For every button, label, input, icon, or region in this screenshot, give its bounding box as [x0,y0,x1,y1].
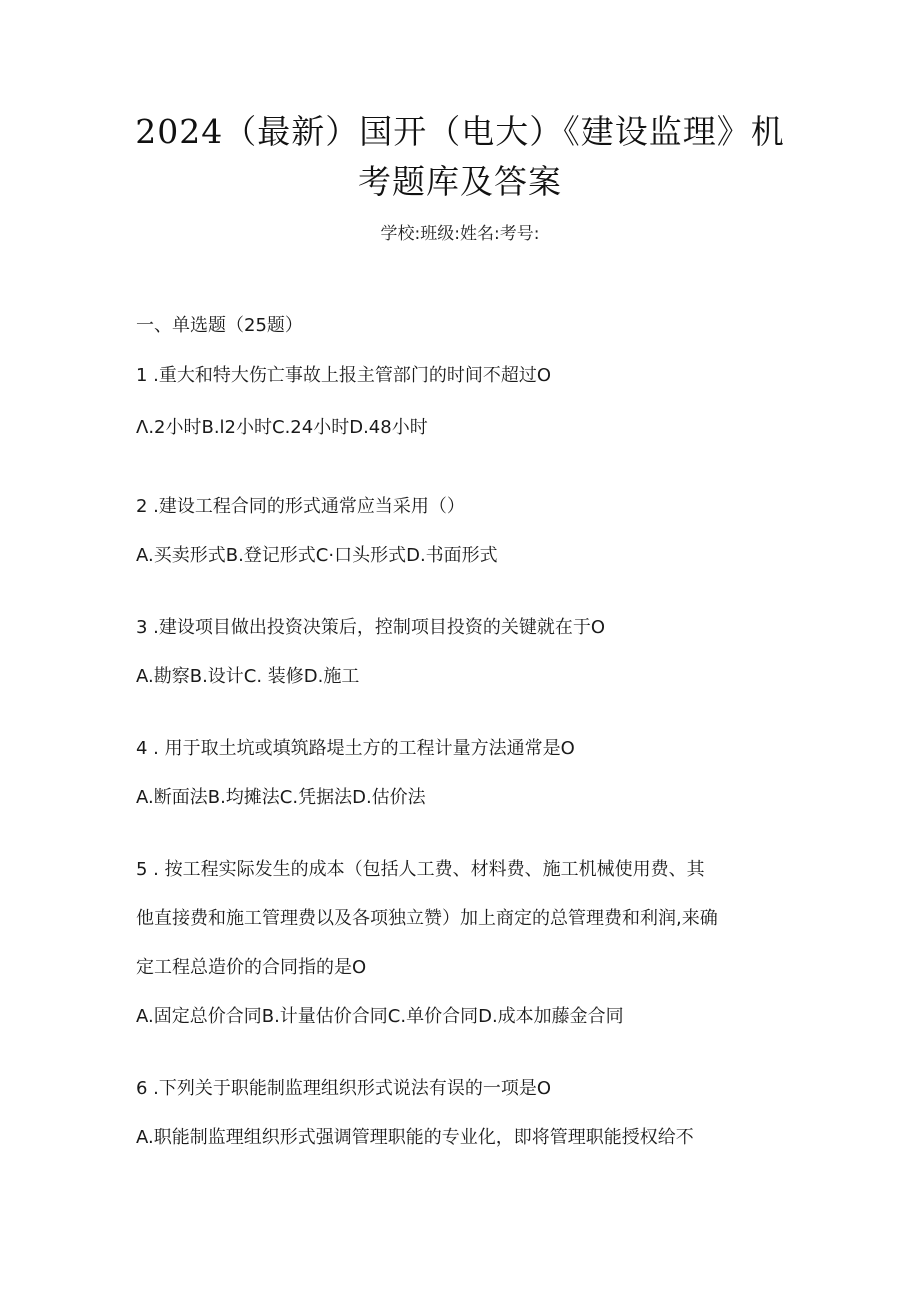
question-3-stem: 3 .建设项目做出投资决策后，控制项目投资的关键就在于O [136,617,606,638]
question-1-stem: 1 .重大和特大伤亡事故上报主管部门的时间不超过O [136,365,552,386]
student-info-line: 学校:班级:姓名:考号: [380,224,540,244]
question-6-stem: 6 .下列关于职能制监理组织形式说法有误的一项是O [136,1078,552,1099]
question-5-stem-line-1: 5 . 按工程实际发生的成本（包括人工费、材料费、施工机械使用费、其 [136,859,705,880]
document-title-line-1: 2024（最新）国开（电大）《建设监理》机 [135,112,785,151]
question-3-options: A.勘察B.设计C. 装修D.施工 [136,666,360,687]
document-title-line-2: 考题库及答案 [358,162,562,201]
question-5-stem-line-3: 定工程总造价的合同指的是O [136,957,367,978]
question-2-options: A.买卖形式B.登记形式C·口头形式D.书面形式 [136,545,498,566]
section-heading: 一、单选题（25题） [136,315,303,336]
question-2-stem: 2 .建设工程合同的形式通常应当采用（） [136,496,465,517]
question-4-options: A.断面法B.均摊法C.凭据法D.估价法 [136,787,426,808]
question-6-options: A.职能制监理组织形式强调管理职能的专业化，即将管理职能授权给不 [136,1127,694,1148]
question-5-stem-line-2: 他直接费和施工管理费以及各项独立赞）加上商定的总管理费和利润,来确 [136,908,718,929]
question-4-stem: 4 . 用于取土坑或填筑路堤土方的工程计量方法通常是O [136,738,575,759]
question-1-options: Λ.2小时B.l2小时C.24小时D.48小时 [136,417,428,438]
question-5-options: A.固定总价合同B.计量估价合同C.单价合同D.成本加藤金合同 [136,1006,624,1027]
